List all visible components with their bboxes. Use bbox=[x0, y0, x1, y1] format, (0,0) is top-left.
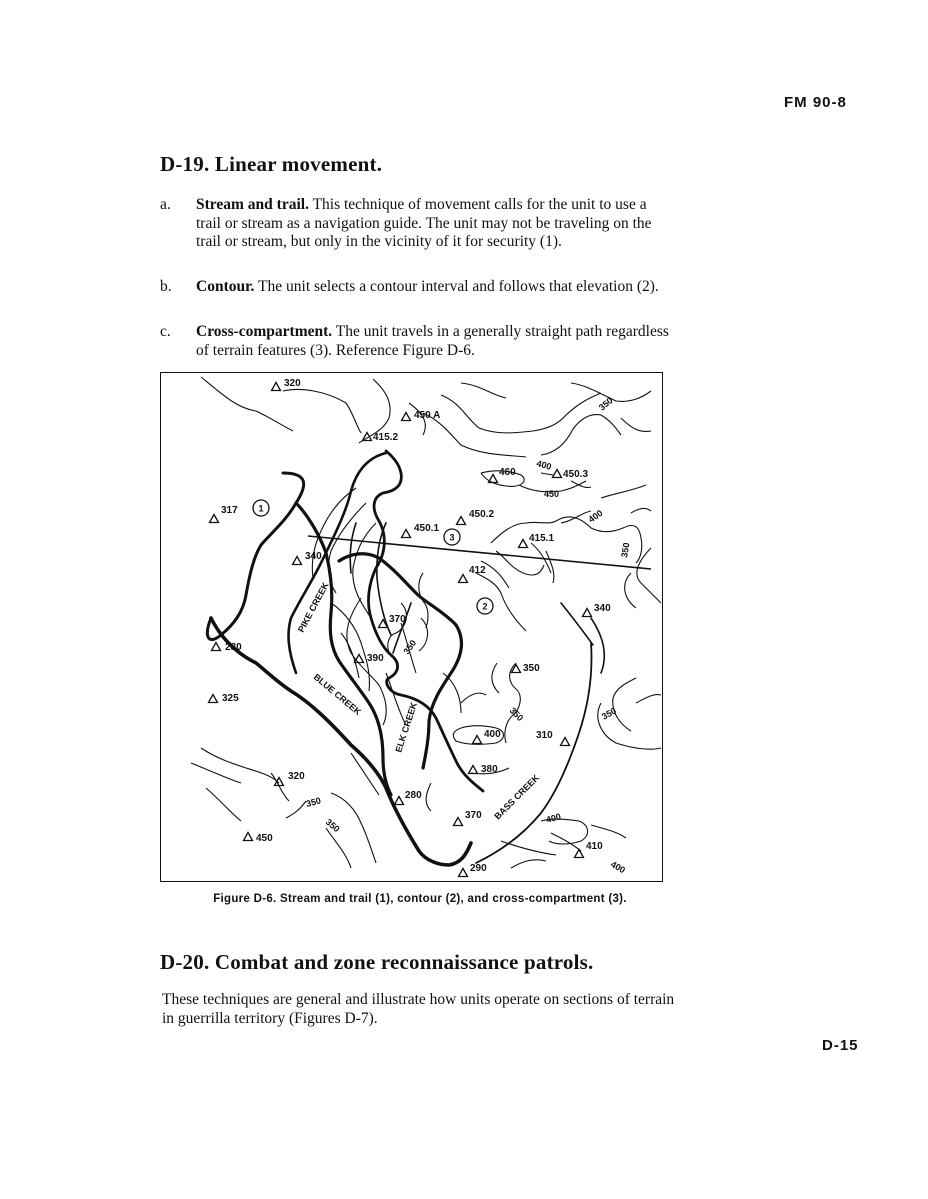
contour-label: 350 bbox=[323, 816, 342, 835]
item-title: Cross-compartment. bbox=[196, 323, 333, 340]
trail-main bbox=[296, 503, 391, 795]
elevation-label: 320 bbox=[284, 378, 301, 389]
elevation-point bbox=[469, 764, 499, 775]
item-body bbox=[196, 278, 675, 297]
contour-label: 350 bbox=[401, 638, 419, 657]
contour-line bbox=[388, 603, 407, 653]
item-text: This technique of movement calls for the unit to use a trail or stream as a navigation guide. The unit may not be traveling on the trail or stream, but only in the vicinity of it for security (1). bbox=[196, 196, 652, 250]
section-d20-paragraph: These techniques are general and illustrate how units operate on sections of terrain in guerrilla territory (Figures D-7). bbox=[162, 991, 675, 1027]
elevation-label: 400 bbox=[484, 729, 501, 740]
elevation-point bbox=[459, 565, 487, 583]
contour-label: 350 bbox=[304, 795, 323, 809]
elevation-point bbox=[459, 863, 488, 877]
contour-line bbox=[419, 618, 428, 651]
blue-creek-stream bbox=[211, 618, 471, 865]
contour-labels bbox=[305, 395, 632, 875]
elevation-label: 320 bbox=[288, 771, 305, 782]
elevation-label: 370 bbox=[465, 810, 482, 821]
contour-line bbox=[461, 693, 486, 703]
bass-creek-stream bbox=[476, 643, 592, 863]
contour-line bbox=[613, 678, 636, 731]
figure-caption: Figure D-6. Stream and trail (1), contour (2), and cross-compartment (3). bbox=[213, 893, 627, 905]
elevation-point bbox=[209, 693, 240, 704]
contour-line bbox=[636, 695, 661, 703]
contour-label: 400 bbox=[535, 458, 553, 472]
elevation-point bbox=[210, 505, 239, 523]
contour-line bbox=[271, 773, 289, 801]
contour-line bbox=[386, 673, 406, 725]
contour-line bbox=[591, 825, 626, 838]
section-heading-d20: D-20. Combat and zone reconnaissance patrols. bbox=[160, 950, 594, 974]
elevation-point bbox=[519, 533, 555, 548]
contour-label: 350 bbox=[600, 705, 619, 722]
elevation-label: 340 bbox=[594, 603, 611, 614]
list-item-c bbox=[160, 323, 675, 360]
route-marker-number: 3 bbox=[449, 532, 455, 543]
contour-label: 350 bbox=[596, 395, 615, 413]
contour-line bbox=[546, 551, 554, 583]
contour-label: 400 bbox=[586, 507, 605, 525]
elevation-label: 310 bbox=[536, 730, 553, 741]
route-marker-3 bbox=[444, 529, 460, 545]
elevation-label: 415.1 bbox=[529, 533, 555, 544]
list-item-b bbox=[160, 278, 675, 297]
elevation-point bbox=[212, 642, 243, 653]
elevation-point bbox=[489, 467, 517, 483]
elevation-label: 460 bbox=[499, 467, 516, 478]
contour-line bbox=[492, 663, 499, 693]
elevation-point bbox=[402, 410, 441, 421]
contour-line bbox=[341, 633, 359, 678]
item-text: The unit travels in a generally straight path regardless of terrain features (3). Reference Figure D-6. bbox=[196, 323, 669, 359]
contour-line bbox=[601, 485, 646, 498]
elevation-point bbox=[536, 730, 570, 746]
elevation-point bbox=[512, 663, 541, 674]
contour-line bbox=[505, 663, 520, 743]
contour-line bbox=[329, 503, 366, 593]
elevation-label: 412 bbox=[469, 565, 486, 576]
contour-line bbox=[353, 523, 376, 618]
page-number: D-15 bbox=[822, 1037, 859, 1054]
elevation-label: 390 bbox=[367, 653, 384, 664]
item-text: The unit selects a contour interval and follows that elevation (2). bbox=[258, 278, 659, 295]
elevation-point bbox=[553, 469, 589, 480]
elevation-label: 450 bbox=[256, 833, 273, 844]
stream-name-blue-creek: BLUE CREEK bbox=[311, 671, 363, 718]
elevation-point bbox=[395, 790, 423, 805]
stream-name-pike-creek: PIKE CREEK bbox=[295, 580, 331, 634]
elevation-label: 410 bbox=[586, 841, 603, 852]
route-marker-1 bbox=[253, 500, 269, 516]
route-marker-number: 2 bbox=[482, 601, 488, 612]
stream-name-bass-creek: BASS CREEK bbox=[492, 772, 542, 822]
pike-creek-stream bbox=[207, 473, 303, 640]
elevation-label: 415.2 bbox=[373, 432, 399, 443]
contour-line bbox=[201, 377, 293, 431]
elevation-point bbox=[275, 771, 306, 786]
contour-label: 350 bbox=[507, 705, 526, 724]
contour-line bbox=[326, 828, 351, 868]
elevation-point bbox=[244, 833, 274, 845]
contour-label: 400 bbox=[544, 811, 563, 825]
item-label: a. bbox=[160, 196, 171, 213]
contour-line bbox=[461, 383, 506, 398]
elevation-label: 450.1 bbox=[414, 523, 440, 534]
terrain-map-figure bbox=[160, 372, 663, 882]
section-heading-d19: D-19. Linear movement. bbox=[160, 152, 383, 176]
contour-line bbox=[541, 415, 621, 455]
elevation-label: 340 bbox=[305, 551, 322, 562]
item-title: Stream and trail. bbox=[196, 196, 309, 213]
contour-line bbox=[621, 418, 651, 431]
route-marker-2 bbox=[477, 598, 493, 614]
contour-lines bbox=[191, 377, 661, 868]
stream-name-elk-creek: ELK CREEK bbox=[393, 701, 419, 754]
elevation-label: 450.3 bbox=[563, 469, 589, 480]
elevation-point bbox=[272, 378, 302, 391]
contour-line bbox=[286, 801, 306, 818]
elevation-label: 450 A bbox=[414, 410, 441, 421]
item-body bbox=[196, 196, 675, 252]
elevation-point bbox=[402, 523, 440, 538]
item-label: b. bbox=[160, 278, 172, 295]
elevation-label: 325 bbox=[222, 693, 239, 704]
elevation-label: 350 bbox=[523, 663, 540, 674]
contour-label: 450 bbox=[544, 489, 560, 499]
elevation-point bbox=[293, 551, 323, 565]
contour-line bbox=[625, 573, 636, 608]
elevation-label: 280 bbox=[225, 642, 242, 653]
item-body bbox=[196, 323, 675, 360]
elevation-point bbox=[473, 729, 502, 744]
contour-line bbox=[441, 393, 601, 433]
item-title: Contour. bbox=[196, 278, 255, 295]
elevation-point bbox=[355, 653, 385, 664]
list-item-a bbox=[160, 196, 675, 252]
contour-line bbox=[631, 509, 651, 513]
elevation-point bbox=[575, 841, 604, 858]
contour-label: 350 bbox=[619, 541, 632, 559]
contour-line bbox=[426, 783, 431, 811]
contour-line bbox=[541, 473, 553, 475]
item-label: c. bbox=[160, 323, 171, 340]
contour-line bbox=[191, 763, 241, 783]
elevation-point bbox=[457, 509, 495, 525]
elevation-label: 290 bbox=[470, 863, 487, 874]
elevation-label: 380 bbox=[481, 764, 498, 775]
contour-line bbox=[201, 748, 279, 783]
elevation-point bbox=[454, 810, 483, 826]
manual-number: FM 90-8 bbox=[784, 94, 847, 111]
contour-line bbox=[283, 390, 361, 434]
elevation-label: 450.2 bbox=[469, 509, 495, 520]
elevation-label: 317 bbox=[221, 505, 238, 516]
elevation-point bbox=[583, 603, 612, 617]
contour-line bbox=[206, 788, 241, 821]
elevation-label: 370 bbox=[389, 614, 406, 625]
route-marker-number: 1 bbox=[258, 503, 264, 514]
stream-branch bbox=[561, 603, 593, 645]
terrain-map bbox=[161, 373, 664, 883]
contour-line bbox=[511, 860, 546, 868]
elevation-label: 280 bbox=[405, 790, 422, 801]
contour-label: 400 bbox=[609, 859, 628, 876]
